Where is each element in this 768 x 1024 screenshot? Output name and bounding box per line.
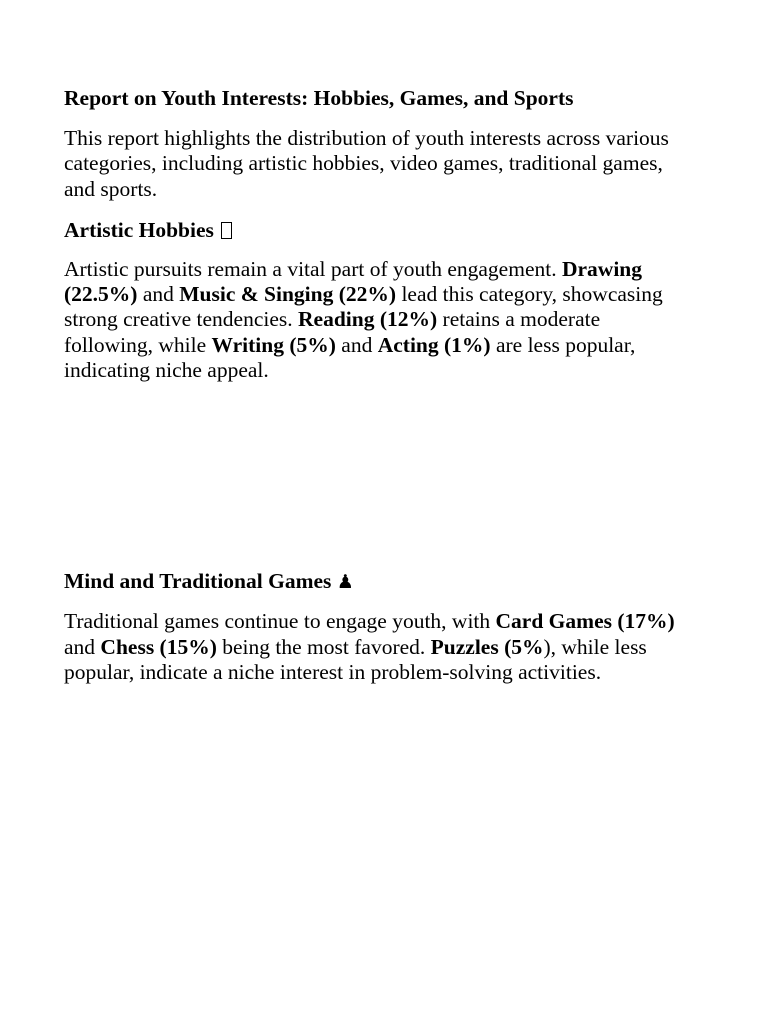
- intro-paragraph: This report highlights the distribution of youth interests across various categories, including artistic hobbies, video games, traditional games, and sports.: [64, 126, 669, 201]
- card-games-stat: Card Games (17%): [495, 609, 675, 634]
- traditional-games-paragraph: [64, 609, 684, 685]
- traditional-games-heading: [64, 567, 684, 596]
- artistic-hobbies-heading-text: Artistic Hobbies: [64, 217, 214, 242]
- text-run: Traditional games continue to engage youth, with: [64, 609, 496, 634]
- text-run: and: [64, 634, 101, 659]
- text-run: and: [335, 332, 378, 357]
- chess-pawn-icon: ♟: [336, 571, 354, 594]
- artistic-hobbies-heading: [64, 216, 684, 244]
- drawing-stat: Drawing (22.5%): [64, 256, 642, 307]
- acting-stat: Acting (1%): [377, 332, 491, 357]
- writing-stat: Writing (5%): [211, 332, 336, 357]
- text-run: lead this category, showcasing strong creative tendencies.: [64, 282, 663, 332]
- puzzles-stat: Puzzles (5%: [430, 634, 544, 659]
- report-title: Report on Youth Interests: Hobbies, Games, and Sports: [64, 86, 574, 110]
- music-singing-stat: Music & Singing (22%): [179, 282, 397, 307]
- blank-space: [64, 397, 684, 567]
- text-run: are less popular, indicating niche appeal.: [64, 332, 636, 383]
- text-run: retains a moderate following, while: [64, 307, 601, 357]
- document-page: [64, 84, 684, 699]
- reading-stat: Reading (12%): [298, 307, 438, 332]
- text-run: Artistic pursuits remain a vital part of youth engagement.: [64, 256, 562, 281]
- artistic-hobbies-paragraph: [64, 257, 684, 383]
- chess-stat: Chess (15%): [100, 634, 217, 659]
- text-run: and: [137, 282, 180, 307]
- text-run: ), while less popular, indicate a niche interest in problem-solving activities.: [64, 634, 647, 684]
- traditional-games-heading-text: Mind and Traditional Games: [64, 569, 332, 594]
- palette-icon: [221, 222, 232, 239]
- text-run: being the most favored.: [216, 634, 431, 659]
